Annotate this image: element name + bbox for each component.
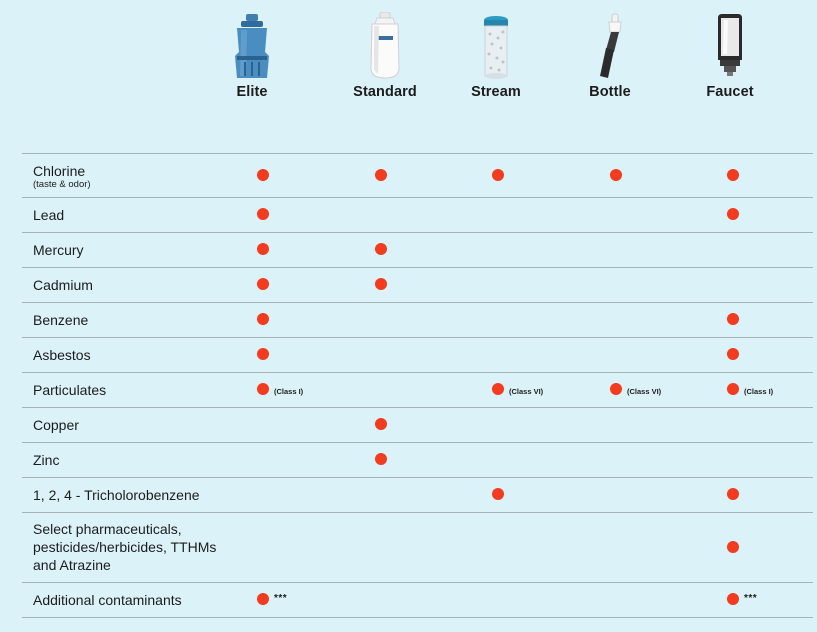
table-row	[22, 338, 813, 373]
class-note: (Class VI)	[627, 387, 662, 396]
product-header	[0, 0, 817, 150]
bottle-filter-icon	[555, 12, 665, 82]
footnote-marker: ***	[744, 593, 758, 604]
class-note: (Class VI)	[509, 387, 544, 396]
row-label: Benzene	[33, 312, 89, 328]
table-row	[22, 268, 813, 303]
check-dot	[727, 593, 739, 605]
check-dot	[257, 278, 269, 290]
check-dot	[727, 169, 739, 181]
check-dot	[492, 169, 504, 181]
faucet-filter-icon	[675, 12, 785, 82]
row-label: 1, 2, 4 - Tricholorobenzene	[33, 487, 200, 503]
table-row	[22, 408, 813, 443]
check-dot	[257, 169, 269, 181]
table-row	[22, 373, 813, 408]
table-row	[22, 513, 813, 583]
check-dot	[727, 383, 739, 395]
comparison-table	[22, 153, 813, 618]
class-note: (Class I)	[744, 387, 774, 396]
product-name: Elite	[236, 84, 268, 100]
table-row	[22, 154, 813, 198]
table-row	[22, 478, 813, 513]
table-row	[22, 198, 813, 233]
check-dot	[492, 383, 504, 395]
row-label: Particulates	[33, 382, 107, 398]
product-name: Standard	[353, 84, 417, 100]
table-row	[22, 583, 813, 618]
row-label: Copper	[33, 417, 79, 433]
check-dot	[257, 593, 269, 605]
row-label: Mercury	[33, 242, 84, 258]
stream-filter-icon	[441, 12, 551, 82]
elite-pitcher-filter-icon	[197, 12, 307, 82]
check-dot	[727, 488, 739, 500]
check-dot	[375, 418, 387, 430]
check-dot	[375, 453, 387, 465]
product-name: Stream	[471, 84, 521, 100]
check-dot	[610, 383, 622, 395]
check-dot	[727, 208, 739, 220]
check-dot	[375, 278, 387, 290]
row-label: Lead	[33, 207, 65, 223]
check-dot	[257, 243, 269, 255]
product-name: Bottle	[589, 84, 631, 100]
check-dot	[492, 488, 504, 500]
check-dot	[375, 169, 387, 181]
footnote-marker: ***	[274, 593, 288, 604]
row-label: Cadmium	[33, 277, 93, 293]
product-name: Faucet	[706, 84, 754, 100]
row-label-text: Chlorine	[33, 163, 86, 179]
row-sublabel: (taste & odor)	[33, 179, 91, 190]
row-label	[33, 162, 91, 190]
table-row	[22, 303, 813, 338]
check-dot	[727, 313, 739, 325]
table-row	[22, 443, 813, 478]
check-dot	[257, 383, 269, 395]
standard-pitcher-filter-icon	[330, 12, 440, 82]
check-dot	[375, 243, 387, 255]
check-dot	[257, 348, 269, 360]
class-note: (Class I)	[274, 387, 304, 396]
check-dot	[610, 169, 622, 181]
row-label: Zinc	[33, 452, 60, 468]
table-row	[22, 233, 813, 268]
check-dot	[727, 348, 739, 360]
check-dot	[727, 541, 739, 553]
check-dot	[257, 208, 269, 220]
check-dot	[257, 313, 269, 325]
row-label: Select pharmaceuticals, pesticides/herbicides, TTHMs and Atrazine	[33, 521, 217, 573]
row-label: Asbestos	[33, 347, 91, 363]
row-label: Additional contaminants	[33, 592, 182, 608]
